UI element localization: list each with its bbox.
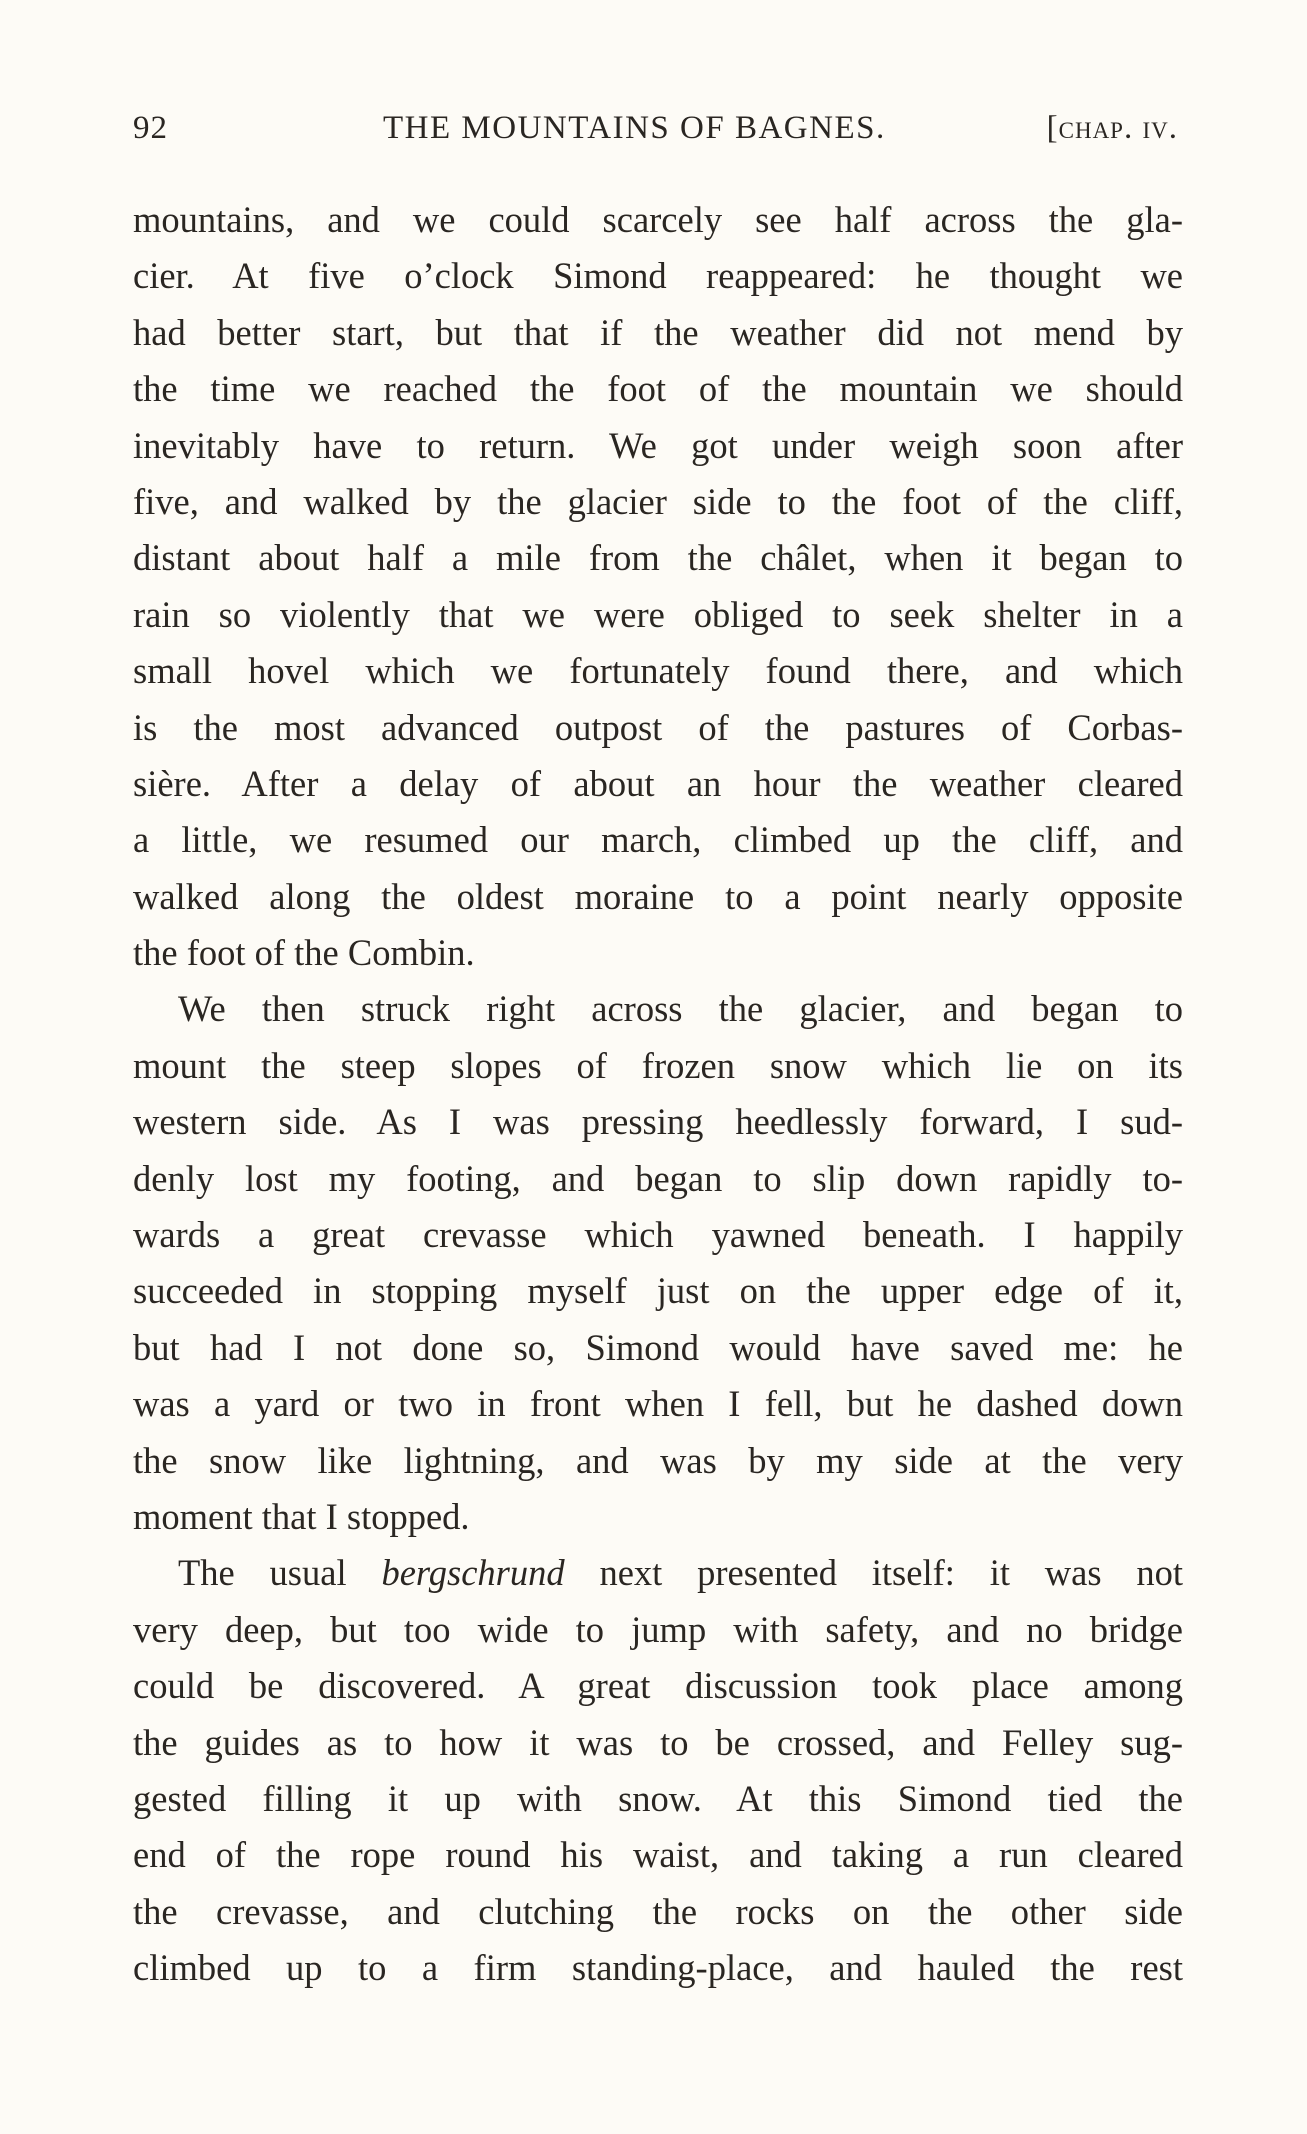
text-line: very deep, but too wide to jump with safety, and no bridge xyxy=(133,1608,1183,1650)
text-line: the time we reached the foot of the mountain we should xyxy=(133,368,1183,410)
text-line: had better start, but that if the weather did not mend by xyxy=(133,311,1183,353)
chapter-mark: [chap. iv. xyxy=(1046,110,1178,146)
text-line: We then struck right across the glacier, and began to xyxy=(178,988,1183,1030)
text-line: gested filling it up with snow. At this Simond tied the xyxy=(133,1777,1183,1819)
text-line: denly lost my footing, and began to slip down rapidly to- xyxy=(133,1157,1183,1199)
text-line: inevitably have to return. We got under weigh soon after xyxy=(133,424,1183,466)
text-line: western side. As I was pressing heedlessly forward, I sud- xyxy=(133,1101,1183,1143)
text-line: distant about half a mile from the châlet, when it began to xyxy=(133,537,1183,579)
body-text xyxy=(133,192,1183,1997)
text-line: a little, we resumed our march, climbed up the cliff, and xyxy=(133,819,1183,861)
page-header xyxy=(133,110,1178,154)
text-line: the guides as to how it was to be crossed, and Felley sug- xyxy=(133,1721,1183,1763)
line-lead-text: The usual xyxy=(178,1552,347,1594)
page-number: 92 xyxy=(133,110,168,146)
text-line: rain so violently that we were obliged to seek shelter in a xyxy=(133,593,1183,635)
text-line: wards a great crevasse which yawned beneath. I happily xyxy=(133,1214,1183,1256)
text-line: end of the rope round his waist, and taking a run cleared xyxy=(133,1834,1183,1876)
text-line: sière. After a delay of about an hour the weather cleared xyxy=(133,762,1183,804)
text-line-with-italic xyxy=(133,1545,1183,1601)
text-line: five, and walked by the glacier side to the foot of the cliff, xyxy=(133,480,1183,522)
text-line: the snow like lightning, and was by my side at the very xyxy=(133,1439,1183,1481)
text-line: mountains, and we could scarcely see half across the gla- xyxy=(133,199,1183,240)
running-title: THE MOUNTAINS OF BAGNES. xyxy=(383,110,886,146)
italic-term: bergschrund xyxy=(381,1552,565,1594)
text-line: succeeded in stopping myself just on the upper edge of it, xyxy=(133,1270,1183,1312)
text-line: but had I not done so, Simond would have saved me: he xyxy=(133,1326,1183,1368)
text-line: is the most advanced outpost of the pastures of Corbas- xyxy=(133,706,1183,748)
text-line: was a yard or two in front when I fell, but he dashed down xyxy=(133,1383,1183,1425)
text-line: moment that I stopped. xyxy=(133,1495,470,1537)
text-line: the foot of the Combin. xyxy=(133,932,475,974)
text-line: walked along the oldest moraine to a point nearly opposite xyxy=(133,875,1183,917)
text-line: could be discovered. A great discussion took place among xyxy=(133,1665,1183,1707)
text-line: the crevasse, and clutching the rocks on the other side xyxy=(133,1890,1183,1932)
text-line: small hovel which we fortunately found there, and which xyxy=(133,650,1183,692)
text-line: cier. At five o’clock Simond reappeared: he thought we xyxy=(133,255,1183,297)
text-line: climbed up to a firm standing-place, and hauled the rest xyxy=(133,1947,1183,1989)
text-line: mount the steep slopes of frozen snow which lie on its xyxy=(133,1044,1183,1086)
line-rest-text: next presented itself: it was not xyxy=(599,1552,1184,1594)
